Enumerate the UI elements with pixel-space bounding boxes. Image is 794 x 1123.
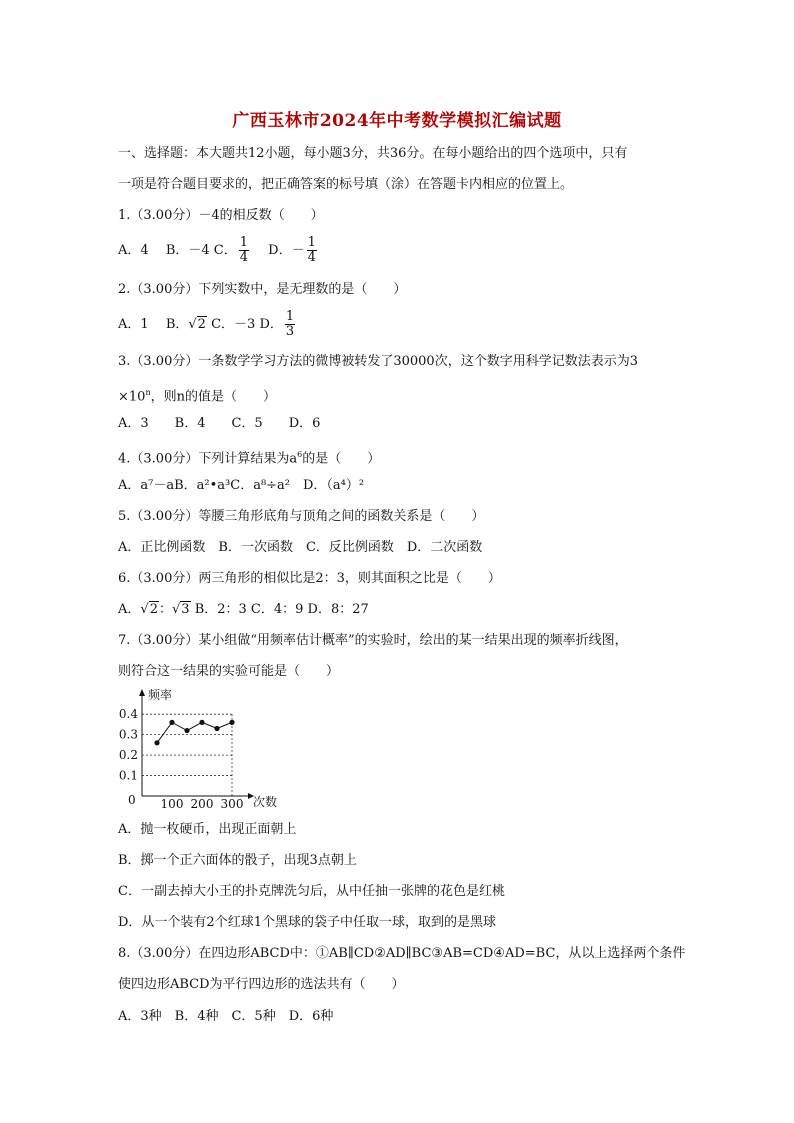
q1-c-numerator: 1 xyxy=(239,235,249,250)
q1-d-denominator: 4 xyxy=(307,250,316,265)
x-tick-label: 200 xyxy=(190,797,214,811)
q2-option-c: C．－3 xyxy=(211,317,256,332)
data-point xyxy=(199,720,204,725)
q4-exponent: 6 xyxy=(297,450,303,459)
q1-d-numerator: 1 xyxy=(307,235,316,250)
q8-stem-line-2: 使四边形ABCD为平行四边形的选法共有（ ） xyxy=(118,977,405,992)
q6-options xyxy=(118,602,369,618)
q2-option-a: A．1 xyxy=(118,317,149,332)
q1-option-a: A．4 xyxy=(118,243,149,258)
x-tick-label: 300 xyxy=(220,797,244,811)
q6-sqrt-symbol-1: √2 xyxy=(140,602,158,617)
q8-options: A．3种 B．4种 C．5种 D．6种 xyxy=(118,1009,334,1024)
q1-option-c-prefix: C． xyxy=(213,243,237,258)
q4-options: A．a⁷－aB．a²•a³C．a⁸÷a² D．（a⁴）² xyxy=(118,478,365,493)
q1-option-b: B．－4 xyxy=(165,243,210,258)
q4-stem xyxy=(118,447,380,467)
q2-d-numerator: 1 xyxy=(285,309,295,324)
q7-option-d: D．从一个装有2个红球1个黑球的袋子中任取一球，取到的是黑球 xyxy=(118,915,496,930)
data-point xyxy=(214,726,219,731)
y-tick-label: 0.3 xyxy=(118,727,138,742)
q6-radicand-2: 3 xyxy=(181,602,190,617)
data-point xyxy=(154,740,159,745)
q2-radicand: 2 xyxy=(197,317,206,332)
q3-stem-line-2 xyxy=(118,385,276,405)
q5-stem: 5.（3.00分）等腰三角形底角与顶角之间的函数关系是（ ） xyxy=(118,509,485,524)
q7-option-a: A．抛一枚硬币，出现正面朝上 xyxy=(118,822,297,837)
q2-sqrt-symbol: √2 xyxy=(188,317,206,332)
q6-ratio-colon: ： xyxy=(158,602,172,617)
y-tick-label: 0.2 xyxy=(118,748,138,763)
q2-options xyxy=(118,310,297,339)
q1-option-c-fraction xyxy=(239,236,249,265)
q7-stem-line-1: 7.（3.00分）某小组做“用频率估计概率”的实验时，绘出的某一结果出现的频率折线图， xyxy=(118,633,628,648)
data-point xyxy=(169,720,174,725)
x-axis-label: 次数 xyxy=(253,795,278,809)
q2-option-d-prefix: D． xyxy=(259,317,283,332)
q2-d-denominator: 3 xyxy=(285,324,295,339)
q1-option-d-fraction xyxy=(307,236,317,265)
q6-sqrt-symbol-2: √3 xyxy=(171,602,190,617)
q7-stem-line-2: 则符合这一结果的实验可能是（ ） xyxy=(118,664,340,679)
q5-options: A．正比例函数 B．一次函数 C．反比例函数 D．二次函数 xyxy=(118,540,483,555)
q3-options: A．3 B．4 C．5 D．6 xyxy=(118,416,321,431)
q7-option-c: C．一副去掉大小王的扑克牌洗匀后，从中任抽一张牌的花色是红桃 xyxy=(118,884,505,899)
frequency-line-chart xyxy=(112,684,302,812)
q3-stem-tail: ，则n的值是（ ） xyxy=(150,389,276,405)
document-title: 广西玉林市2024年中考数学模拟汇编试题 xyxy=(232,111,562,131)
origin-label: 0 xyxy=(128,793,136,807)
q6-radicand-1: 2 xyxy=(149,602,158,617)
q6-stem: 6.（3.00分）两三角形的相似比是2：3，则其面积之比是（ ） xyxy=(118,571,501,586)
q4-stem-head: 4.（3.00分）下列计算结果为a xyxy=(118,451,298,467)
y-tick-label: 0.4 xyxy=(118,707,138,722)
q6-options-rest: B．2：3 C．4：9 D．8：27 xyxy=(190,602,369,617)
data-point xyxy=(229,720,234,725)
frequency-line xyxy=(157,722,232,742)
q6-option-a-prefix: A． xyxy=(118,602,141,617)
q2-option-d-fraction xyxy=(285,310,295,339)
section-instruction-line-1: 一、选择题：本大题共12小题，每小题3分，共36分。在每小题给出的四个选项中，只有 xyxy=(118,146,628,161)
section-instruction-line-2: 一项是符合题目要求的，把正确答案的标号填（涂）在答题卡内相应的位置上。 xyxy=(118,177,574,192)
q3-times-ten: ×10 xyxy=(118,389,146,405)
x-tick-label: 100 xyxy=(160,797,184,811)
y-axis-arrow xyxy=(139,689,145,696)
q2-stem: 2.（3.00分）下列实数中，是无理数的是（ ） xyxy=(118,282,407,297)
data-point xyxy=(184,728,189,733)
q7-option-b: B．掷一个正六面体的骰子，出现3点朝上 xyxy=(118,853,357,868)
y-tick-label: 0.1 xyxy=(118,768,138,783)
q3-exponent: n xyxy=(145,388,151,397)
q3-stem-line-1: 3.（3.00分）一条数学学习方法的微博被转发了30000次，这个数字用科学记数法表示为3 xyxy=(118,354,638,369)
q4-stem-tail: 的是（ ） xyxy=(302,451,381,467)
q8-stem-line-1: 8.（3.00分）在四边形ABCD中：①AB∥CD②AD∥BC③AB=CD④AD=BC，从以上选择两个条件 xyxy=(118,946,686,961)
q1-stem: 1.（3.00分）－4的相反数（ ） xyxy=(118,208,324,223)
q1-option-d-prefix: D．－ xyxy=(268,243,305,258)
q1-c-denominator: 4 xyxy=(239,250,249,265)
q2-option-b-prefix: B． xyxy=(165,317,189,332)
y-axis-label: 频率 xyxy=(148,688,173,702)
q1-options xyxy=(118,236,319,265)
